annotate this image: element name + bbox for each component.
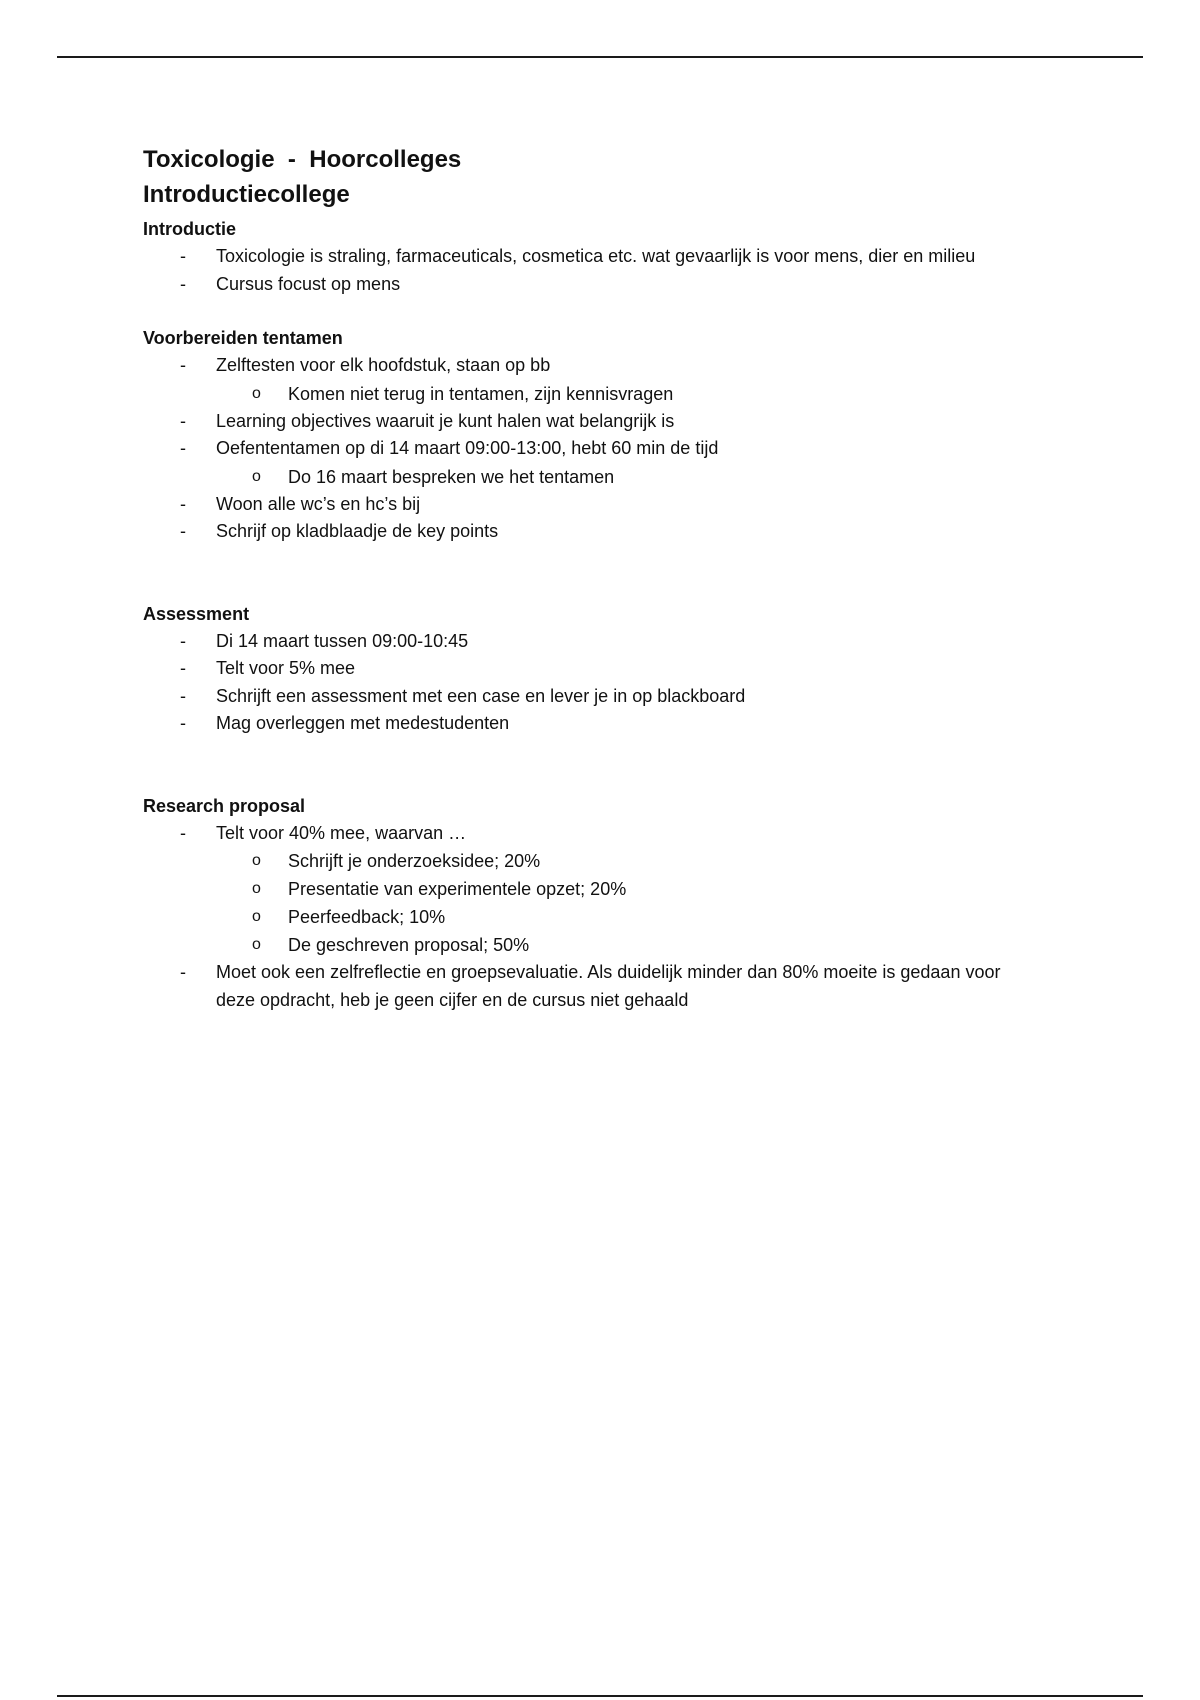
list-item-text: Toxicologie is straling, farmaceuticals, cosmetica etc. wat gevaarlijk is voor mens, dier en milieu [216, 246, 976, 266]
dash-bullet: - [180, 630, 186, 651]
list-item [143, 959, 1043, 1014]
dash-bullet: - [180, 493, 186, 514]
list-item [143, 628, 1043, 656]
footer-rule [57, 1695, 1143, 1697]
sub-list-item [216, 463, 1043, 491]
sub-list-item-text: Peerfeedback; 10% [288, 907, 446, 927]
list-item-text: Telt voor 5% mee [216, 658, 356, 678]
sub-list-item-text: De geschreven proposal; 50% [288, 935, 530, 955]
sub-list-item [216, 380, 1043, 408]
dash-bullet: - [180, 355, 186, 375]
sub-bullet-list [216, 380, 1043, 408]
sub-list-item-text: Komen niet terug in tentamen, zijn kennisvragen [288, 383, 674, 404]
dash-bullet: - [180, 246, 186, 266]
dash-bullet: - [180, 410, 186, 431]
spacer [143, 738, 1043, 793]
section-heading: Voorbereiden tentamen [143, 328, 343, 348]
list-item-text: Schrijf op kladblaadje de key points [216, 521, 499, 541]
list-item-text: Schrijft een assessment met een case en lever je in op blackboard [216, 685, 746, 706]
sub-list-item [216, 847, 1043, 875]
section-introductie [143, 216, 1043, 298]
list-item-text: Moet ook een zelfreflectie en groepsevaluatie. Als duidelijk minder dan 80% moeite is gedaan voor deze opdracht, heb je geen cijfer en de cursus niet gehaald [216, 962, 1001, 1010]
circle-bullet: o [252, 852, 261, 869]
dash-bullet: - [180, 962, 186, 982]
document-title: Toxicologie - Hoorcolleges [143, 146, 462, 173]
list-item-text: Oefententamen op di 14 maart 09:00-13:00, hebt 60 min de tijd [216, 438, 719, 458]
bullet-list [143, 352, 1043, 546]
list-item [143, 352, 1043, 408]
list-item [143, 408, 1043, 436]
spacer [143, 298, 1043, 325]
sub-list-item [216, 931, 1043, 959]
sub-list-item-text: Schrijft je onderzoeksidee; 20% [288, 851, 541, 871]
section-assessment [143, 601, 1043, 738]
dash-bullet: - [180, 822, 186, 843]
list-item [143, 820, 1043, 960]
list-item [143, 655, 1043, 683]
bullet-list [143, 628, 1043, 738]
list-item-text: Zelftesten voor elk hoofdstuk, staan op bb [216, 355, 551, 375]
dash-bullet: - [180, 658, 186, 678]
circle-bullet: o [252, 908, 261, 925]
document-body [143, 142, 1043, 1014]
circle-bullet: o [252, 467, 261, 485]
list-item-text: Woon alle wc’s en hc’s bij [216, 493, 421, 514]
list-item [143, 243, 1043, 271]
list-item-text: Di 14 maart tussen 09:00-10:45 [216, 630, 469, 651]
list-item [143, 710, 1043, 738]
dash-bullet: - [180, 713, 186, 733]
section-voorbereiden-tentamen [143, 325, 1043, 546]
sub-bullet-list [216, 463, 1043, 491]
section-heading: Assessment [143, 603, 250, 624]
section-heading: Research proposal [143, 795, 306, 816]
sub-list-item [216, 903, 1043, 931]
list-item-text: Telt voor 40% mee, waarvan … [216, 822, 467, 843]
circle-bullet: o [252, 880, 261, 897]
list-item [143, 683, 1043, 711]
circle-bullet: o [252, 936, 261, 953]
dash-bullet: - [180, 685, 186, 706]
bullet-list [143, 820, 1043, 1015]
dash-bullet: - [180, 521, 186, 541]
spacer [143, 546, 1043, 601]
list-item [143, 435, 1043, 491]
list-item [143, 491, 1043, 519]
list-item [143, 271, 1043, 299]
document-subtitle: Introductiecollege [143, 181, 350, 208]
list-item-text: Cursus focust op mens [216, 273, 401, 294]
section-heading: Introductie [143, 219, 236, 239]
bullet-list [143, 243, 1043, 298]
header-rule [57, 56, 1143, 58]
sub-list-item-text: Do 16 maart bespreken we het tentamen [288, 466, 615, 487]
circle-bullet: o [252, 384, 261, 402]
sub-list-item-text: Presentatie van experimentele opzet; 20% [288, 879, 627, 899]
dash-bullet: - [180, 273, 186, 294]
sub-bullet-list [216, 847, 1043, 959]
list-item-text: Learning objectives waaruit je kunt halen wat belangrijk is [216, 410, 675, 431]
dash-bullet: - [180, 438, 186, 458]
section-research-proposal [143, 793, 1043, 1015]
list-item [143, 518, 1043, 546]
sub-list-item [216, 875, 1043, 903]
list-item-text: Mag overleggen met medestudenten [216, 713, 510, 733]
